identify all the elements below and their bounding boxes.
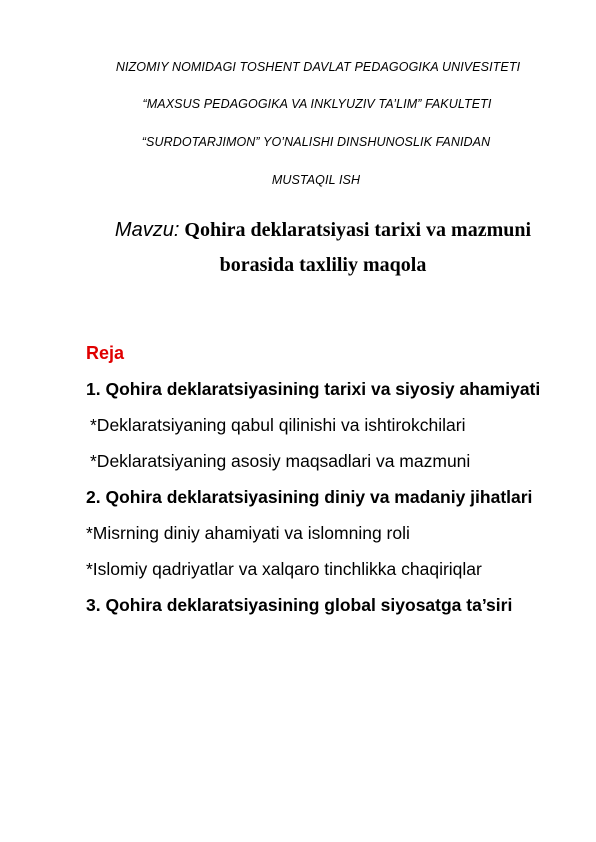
topic — [88, 213, 558, 283]
faculty-name: “MAXSUS PEDAGOGIKA VA INKLYUZIV TA’LIM” FAKULTETI — [142, 97, 492, 111]
plan-item-2: 2. Qohira deklaratsiyasining diniy va madaniy jihatlari — [86, 487, 533, 507]
plan-subitem: *Deklaratsiyaning qabul qilinishi va ishtirokchilari — [90, 415, 466, 435]
topic-label: Mavzu: — [114, 219, 180, 241]
plan-subitem: *Misrning diniy ahamiyati va islomning roli — [86, 523, 410, 543]
plan-section — [86, 340, 566, 628]
plan-title: Reja — [86, 343, 125, 363]
plan-item-3: 3. Qohira deklaratsiyasining global siyosatga ta’siri — [86, 595, 513, 615]
plan-subitem: *Deklaratsiyaning asosiy maqsadlari va mazmuni — [90, 451, 471, 471]
university-name: NIZOMIY NOMIDAGI TOSHENT DAVLAT PEDAGOGIKA UNIVESITETI — [115, 60, 521, 74]
work-type: MUSTAQIL ISH — [271, 173, 361, 187]
topic-text: Qohira deklaratsiyasi tarixi va mazmuni borasida taxliliy maqola — [179, 219, 532, 276]
plan-item-1: 1. Qohira deklaratsiyasining tarixi va siyosiy ahamiyati — [86, 379, 541, 399]
plan-subitem: *Islomiy qadriyatlar va xalqaro tinchlikka chaqiriqlar — [86, 559, 482, 579]
specialty-subject: “SURDOTARJIMON” YO’NALISHI DINSHUNOSLIK FANIDAN — [141, 135, 491, 149]
